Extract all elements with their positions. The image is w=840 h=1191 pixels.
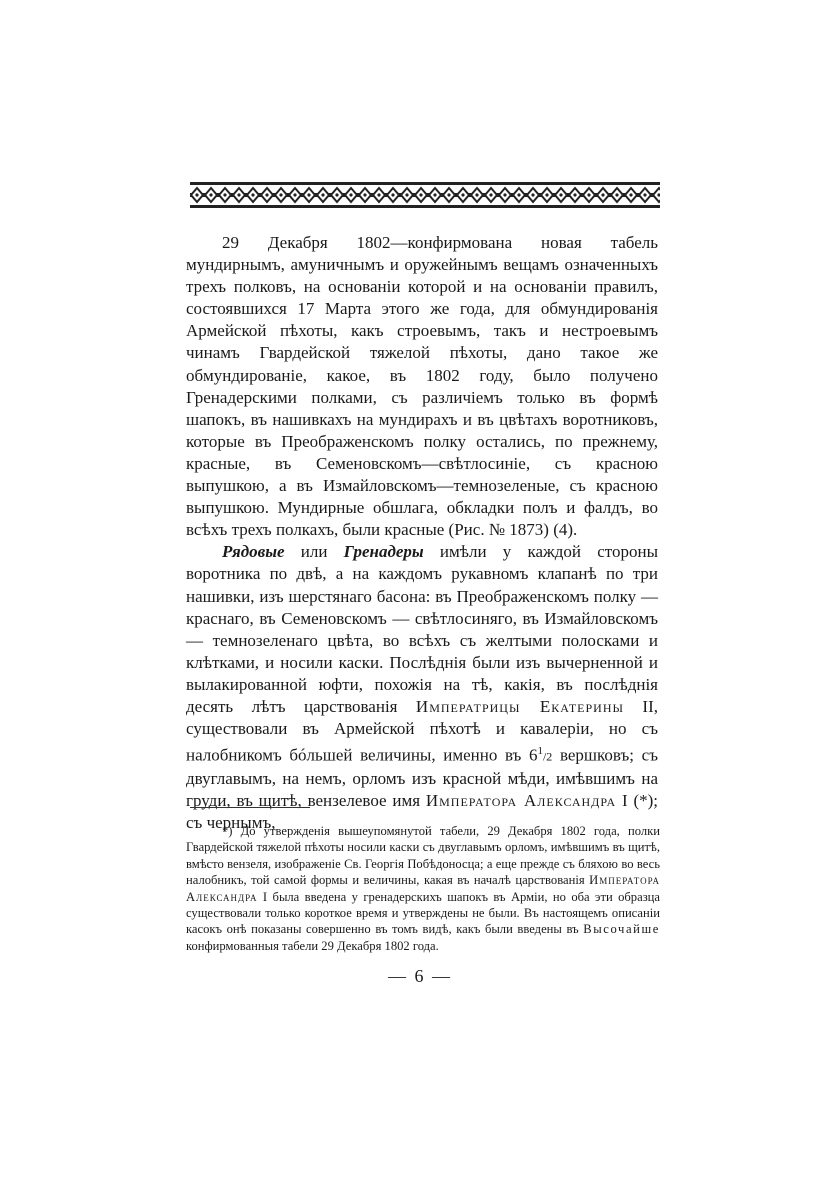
ornament-pattern-icon (190, 180, 660, 210)
page-number: — 6 — (388, 966, 452, 986)
footnote: *) До утвержденiя вышеупомянутой табели, 29 Декабря 1802 года, полки Гвардейской тяжелой пѣхоты носили каски съ двуглавымъ орломъ, имѣвшимъ въ щитѣ, вмѣсто вензеля, изображенiе Св. Георгiя Побѣдоносца; а еще прежде съ бляхою во весь налобникъ, той самой формы и величины, какая въ началѣ царствованiя Императора Александра I была введена у гренадерскихъ шапокъ въ Армiи, но оба эти образца существовали только короткое время и утверждены не были. Въ настоящемъ описанiи касокъ онѣ показаны совершенно въ томъ видѣ, какъ были введены въ Высочайше конфирмованныя табели 29 Декабря 1802 года. (186, 824, 660, 953)
paragraph-1: 29 Декабря 1802—конфирмована новая табель мундирнымъ, амуничнымъ и оружейнымъ вещамъ означенныхъ трехъ полковъ, на основанiи которой и на основанiи правилъ, состоявшихся 17 Марта этого же года, для обмундированiя Армейской пѣхоты, какъ строевымъ, такъ и нестроевымъ чинамъ Гвардейской тяжелой пѣхоты, дано такое же обмундированiе, какое, въ 1802 году, было получено Гренадерскими полками, съ различiемъ только въ формѣ шапокъ, въ нашивкахъ на мундирахъ и въ цвѣтахъ воротниковъ, которые въ Преображенскомъ полку остались, по прежнему, красные, въ Семеновскомъ—свѣтлосинiе, съ красною выпушкою, а въ Измайловскомъ—темнозеленые, съ красною выпушкою. Мундирные обшлага, обкладки полъ и фалдъ, во всѣхъ трехъ полкахъ, были красные (Рис. № 1873) (4). (186, 233, 658, 540)
ornamental-header-band (190, 180, 660, 210)
term-grenadery: Гренадеры (343, 542, 424, 562)
emperor-name: Императора Александра (425, 791, 617, 810)
empress-name: Императрицы Екатерины (415, 696, 624, 716)
footnote-divider (190, 807, 310, 808)
paragraph-2: Рядовые или Гренадеры имѣли у каждой стороны воротника по двѣ, а на каждомъ рукавномъ клапанѣ по три нашивки, изъ шерстянаго басона: въ Преображенскомъ полку — краснаго, въ Семеновскомъ — свѣтлосиняго, въ Измайловскомъ — темнозеленаго цвѣта, во всѣхъ съ желтыми полосками и клѣтками, и носили каски. Послѣднiя были изъ вычерненной и вылакированной юфти, похожiя на тѣ, какiя, въ послѣднiя десять лѣтъ царствованiя Императрицы Екатерины II, существовали въ Армейской пѣхотѣ и кавалерiи, но съ налобникомъ бóльшей величины, именно въ $6^1/2$ вершковъ; съ двуглавымъ, на немъ, орломъ изъ красной мѣди, имѣвшимъ на груди, въ щитѣ, вензелевое имя Императора Александра I (*); съ чернымъ, (186, 542, 658, 833)
term-ryadovye: Рядовые (222, 542, 285, 562)
main-text (186, 232, 658, 834)
footnote-highest: Высочайше (583, 922, 660, 937)
footnote-emperor-name: Императора Александра (186, 873, 660, 904)
